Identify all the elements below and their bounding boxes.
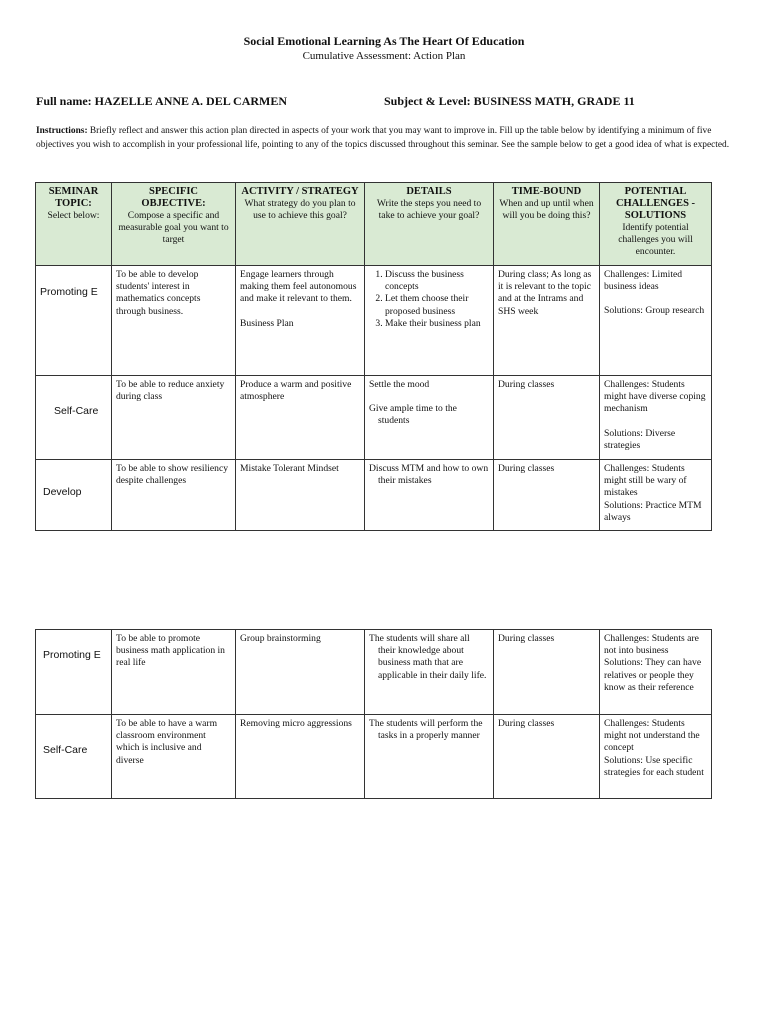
activity-cell: Produce a warm and positive atmosphere — [236, 376, 365, 460]
time-cell: During class; As long as it is relevant to the topic and at the Intrams and SHS week — [494, 266, 600, 376]
activity-cell: Group brainstorming — [236, 630, 365, 715]
document-title: Social Emotional Learning As The Heart Of Education — [243, 34, 525, 48]
topic-cell[interactable]: Develop — [36, 460, 112, 531]
instructions-text: Briefly reflect and answer this action plan directed in aspects of your work that you may want to improve in. Fill up the table below by identifying a minimum of five objectives you wish to accomplish in your professional life, pointing to any of the topics discussed throughout this seminar. See the sample below to get a good idea of what is expected. — [36, 126, 730, 150]
objective-cell: To be able to have a warm classroom environment which is inclusive and diverse — [112, 715, 236, 799]
details-cell: 1. Discuss the business concepts 2. Let them choose their proposed business 3. Make their business plan — [365, 266, 494, 376]
details-cell: Discuss MTM and how to own their mistakes — [365, 460, 494, 531]
details-cell: Settle the mood Give ample time to the students — [365, 376, 494, 460]
time-cell: During classes — [494, 460, 600, 531]
topic-cell[interactable]: Self-Care — [36, 715, 112, 799]
table-header-row — [36, 183, 712, 266]
time-cell: During classes — [494, 376, 600, 460]
activity-cell: Removing micro aggressions — [236, 715, 365, 799]
header-seminar-topic: SEMINAR TOPIC: Select below: — [36, 183, 112, 266]
topic-cell[interactable]: Promoting E — [36, 266, 112, 376]
time-cell: During classes — [494, 715, 600, 799]
subject-level: Subject & Level: BUSINESS MATH, GRADE 11 — [384, 94, 635, 108]
activity-cell: Engage learners through making them feel autonomous and make it relevant to them. Business Plan — [236, 266, 365, 376]
table-row — [36, 715, 712, 799]
header-challenges-solutions: POTENTIAL CHALLENGES - SOLUTIONS Identify potential challenges you will encounter. — [600, 183, 712, 266]
instructions — [36, 125, 736, 152]
challenges-cell: Challenges: Limited business ideas Solutions: Group research — [600, 266, 712, 376]
objective-cell: To be able to reduce anxiety during class — [112, 376, 236, 460]
objective-cell: To be able to develop students' interest in mathematics concepts through business. — [112, 266, 236, 376]
table-row — [36, 630, 712, 715]
action-plan-table-continued — [35, 629, 712, 799]
challenges-cell: Challenges: Students might still be wary of mistakes Solutions: Practice MTM always — [600, 460, 712, 531]
challenges-cell: Challenges: Students might have diverse coping mechanism Solutions: Diverse strategies — [600, 376, 712, 460]
full-name: Full name: HAZELLE ANNE A. DEL CARMEN — [36, 94, 288, 108]
document-subtitle: Cumulative Assessment: Action Plan — [302, 50, 466, 62]
activity-cell: Mistake Tolerant Mindset — [236, 460, 365, 531]
header-activity-strategy: ACTIVITY / STRATEGY What strategy do you plan to use to achieve this goal? — [236, 183, 365, 266]
objective-cell: To be able to show resiliency despite challenges — [112, 460, 236, 531]
header-time-bound: TIME-BOUND When and up until when will you be doing this? — [494, 183, 600, 266]
challenges-cell: Challenges: Students are not into business Solutions: They can have relatives or people they know as their reference — [600, 630, 712, 715]
details-cell: The students will perform the tasks in a properly manner — [365, 715, 494, 799]
table-row — [36, 266, 712, 376]
challenges-cell: Challenges: Students might not understand the concept Solutions: Use specific strategies for each student — [600, 715, 712, 799]
time-cell: During classes — [494, 630, 600, 715]
instructions-label: Instructions: — [36, 126, 88, 136]
action-plan-table — [35, 182, 712, 531]
topic-cell[interactable]: Promoting E — [36, 630, 112, 715]
table-row — [36, 460, 712, 531]
details-cell: The students will share all their knowledge about business math that are applicable in their daily life. — [365, 630, 494, 715]
objective-cell: To be able to promote business math application in real life — [112, 630, 236, 715]
header-specific-objective: SPECIFIC OBJECTIVE: Compose a specific and measurable goal you want to target — [112, 183, 236, 266]
topic-cell[interactable]: Self-Care — [36, 376, 112, 460]
table-row — [36, 376, 712, 460]
header-details: DETAILS Write the steps you need to take to achieve your goal? — [365, 183, 494, 266]
